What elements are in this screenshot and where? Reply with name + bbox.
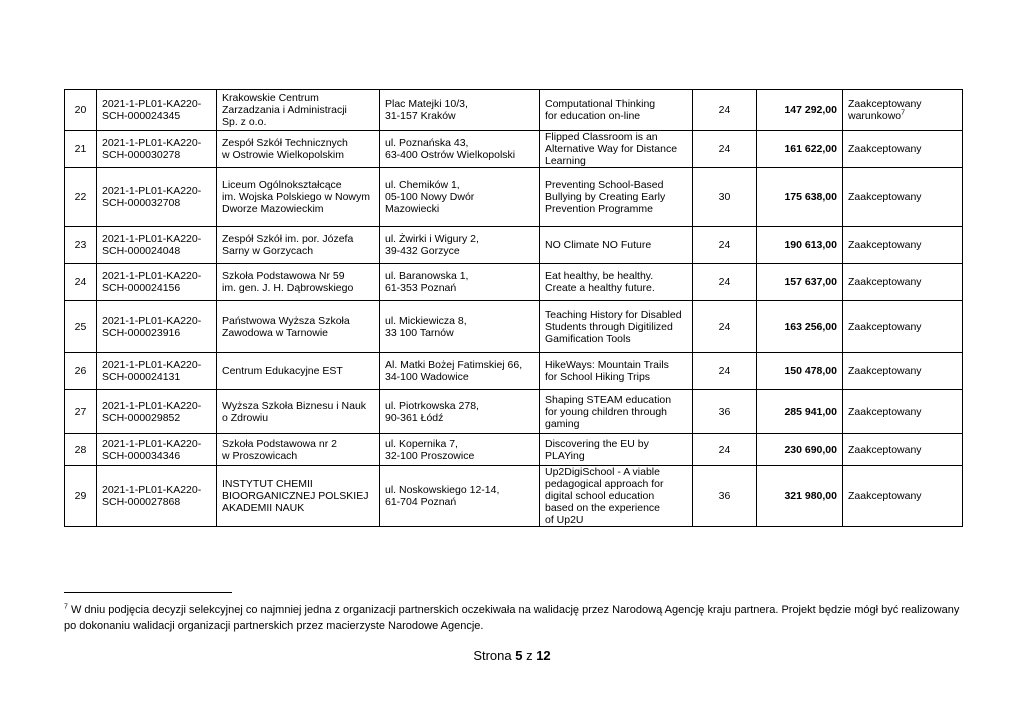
- cell-organization-text: Szkoła Podstawowa Nr 59 im. gen. J. H. Dąbrowskiego: [222, 270, 354, 294]
- cell-project-title-text: Shaping STEAM education for young children through gaming: [545, 393, 672, 430]
- cell-organization: [217, 353, 380, 390]
- cell-status: [843, 264, 963, 301]
- cell-duration: [693, 168, 757, 227]
- cell-number-text: 26: [74, 365, 87, 377]
- cell-project-title-text: NO Climate NO Future: [545, 239, 652, 251]
- cell-duration-text: 24: [718, 143, 731, 155]
- cell-amount-text: 190 613,00: [784, 239, 837, 251]
- cell-project-id-text: 2021-1-PL01-KA220- SCH-000023916: [102, 314, 202, 339]
- cell-project-title-text: Computational Thinking for education on-line: [545, 98, 656, 122]
- cell-status: [843, 90, 963, 131]
- cell-project-id: [97, 301, 217, 353]
- footnote-separator: [64, 592, 232, 593]
- cell-duration: [693, 301, 757, 353]
- cell-status: [843, 390, 963, 434]
- cell-duration: [693, 434, 757, 466]
- cell-address: [380, 168, 540, 227]
- cell-number: [65, 227, 97, 264]
- cell-duration: [693, 264, 757, 301]
- cell-amount-text: 157 637,00: [784, 276, 837, 288]
- cell-amount: [757, 168, 843, 227]
- cell-status-text: Zaakceptowany: [848, 443, 922, 456]
- cell-project-title: [540, 168, 693, 227]
- cell-duration: [693, 390, 757, 434]
- cell-project-id: [97, 390, 217, 434]
- cell-number-text: 21: [74, 143, 87, 155]
- cell-duration-text: 36: [718, 490, 731, 502]
- cell-project-title: [540, 227, 693, 264]
- cell-project-id-text: 2021-1-PL01-KA220- SCH-000029852: [102, 399, 202, 424]
- cell-organization: [217, 466, 380, 527]
- cell-amount: [757, 90, 843, 131]
- cell-status-text: Zaakceptowany warunkowo: [848, 98, 922, 122]
- cell-organization-text: Szkoła Podstawowa nr 2 w Proszowicach: [222, 437, 337, 462]
- cell-status: [843, 168, 963, 227]
- page-number: [0, 648, 1024, 663]
- projects-table: [64, 89, 963, 527]
- cell-address-text: Al. Matki Bożej Fatimskiej 66, 34-100 Wadowice: [385, 359, 523, 383]
- cell-number: [65, 264, 97, 301]
- cell-address-text: ul. Mickiewicza 8, 33 100 Tarnów: [385, 314, 467, 339]
- cell-number: [65, 131, 97, 168]
- cell-status-text: Zaakceptowany: [848, 239, 922, 251]
- cell-project-title: [540, 353, 693, 390]
- cell-number: [65, 301, 97, 353]
- cell-address: [380, 466, 540, 527]
- cell-duration: [693, 131, 757, 168]
- cell-amount: [757, 466, 843, 527]
- cell-organization-text: Zespół Szkół Technicznych w Ostrowie Wielkopolskim: [222, 137, 348, 161]
- cell-organization-text: Centrum Edukacyjne EST: [222, 365, 343, 377]
- cell-amount-text: 321 980,00: [784, 490, 837, 502]
- cell-amount: [757, 131, 843, 168]
- cell-project-title: [540, 90, 693, 131]
- cell-amount-text: 147 292,00: [784, 104, 837, 116]
- cell-amount-text: 285 941,00: [784, 405, 837, 418]
- cell-duration: [693, 227, 757, 264]
- cell-address-text: Plac Matejki 10/3, 31-157 Kraków: [385, 98, 468, 122]
- cell-number-text: 25: [74, 320, 87, 333]
- cell-organization: [217, 390, 380, 434]
- cell-address-text: ul. Żwirki i Wigury 2, 39-432 Gorzyce: [385, 233, 479, 257]
- cell-project-id-text: 2021-1-PL01-KA220- SCH-000024156: [102, 270, 202, 294]
- cell-amount-text: 175 638,00: [784, 191, 837, 203]
- cell-project-id-text: 2021-1-PL01-KA220- SCH-000024345: [102, 98, 202, 122]
- cell-duration-text: 24: [718, 365, 731, 377]
- cell-address-text: ul. Piotrkowska 278, 90-361 Łódź: [385, 399, 479, 424]
- cell-project-id: [97, 353, 217, 390]
- cell-project-title: [540, 390, 693, 434]
- cell-organization: [217, 301, 380, 353]
- cell-status-text: Zaakceptowany: [848, 276, 922, 288]
- cell-organization-text: Wyższa Szkoła Biznesu i Nauk o Zdrowiu: [222, 399, 367, 424]
- cell-number-text: 27: [74, 405, 87, 418]
- cell-project-id-text: 2021-1-PL01-KA220- SCH-000027868: [102, 484, 202, 508]
- table-row: [65, 466, 963, 527]
- cell-amount: [757, 434, 843, 466]
- cell-number: [65, 466, 97, 527]
- cell-duration: [693, 90, 757, 131]
- cell-number: [65, 353, 97, 390]
- cell-project-title-text: Up2DigiSchool - A viable pedagogical approach for digital school education based on the experience of Up2U: [545, 466, 664, 526]
- cell-address: [380, 353, 540, 390]
- cell-duration-text: 24: [718, 320, 731, 333]
- footnote: [64, 602, 964, 634]
- cell-amount: [757, 390, 843, 434]
- table-body: [65, 90, 963, 527]
- cell-project-title-text: Preventing School-Based Bullying by Creating Early Prevention Programme: [545, 179, 666, 215]
- cell-project-title-text: HikeWays: Mountain Trails for School Hiking Trips: [545, 359, 669, 383]
- page-number-separator: z: [522, 648, 537, 663]
- cell-project-title-text: Discovering the EU by PLAYing: [545, 437, 649, 462]
- cell-organization: [217, 434, 380, 466]
- cell-address: [380, 131, 540, 168]
- footnote-text: W dniu podjęcia decyzji selekcyjnej co najmniej jedna z organizacji partnerskich oczekiwała na walidację przez Narodową Agencję kraju partnera. Projekt będzie mógł być realizowany po dokonaniu walidacji organizacji partnerskich przez macierzyste Narodowe Agencje.: [64, 604, 960, 632]
- cell-status: [843, 353, 963, 390]
- cell-duration-text: 24: [718, 239, 731, 251]
- cell-organization-text: Krakowskie Centrum Zarzadzania i Administracji Sp. z o.o.: [222, 92, 347, 128]
- cell-project-id: [97, 227, 217, 264]
- cell-number-text: 23: [74, 239, 87, 251]
- cell-organization: [217, 264, 380, 301]
- cell-duration: [693, 353, 757, 390]
- cell-number: [65, 434, 97, 466]
- cell-organization: [217, 90, 380, 131]
- cell-duration-text: 24: [718, 276, 731, 288]
- cell-status-text: Zaakceptowany: [848, 365, 922, 377]
- cell-status: [843, 466, 963, 527]
- cell-status: [843, 301, 963, 353]
- table-row: [65, 168, 963, 227]
- cell-address-text: ul. Kopernika 7, 32-100 Proszowice: [385, 437, 475, 462]
- cell-duration: [693, 466, 757, 527]
- cell-project-title: [540, 131, 693, 168]
- cell-project-title: [540, 434, 693, 466]
- cell-project-title: [540, 301, 693, 353]
- table-row: [65, 264, 963, 301]
- cell-duration-text: 36: [718, 405, 731, 418]
- cell-duration-text: 24: [718, 443, 731, 456]
- cell-project-title: [540, 264, 693, 301]
- cell-duration-text: 24: [718, 104, 731, 116]
- cell-status-text: Zaakceptowany: [848, 405, 922, 418]
- cell-organization-text: INSTYTUT CHEMII BIOORGANICZNEJ POLSKIEJ AKADEMII NAUK: [222, 478, 369, 514]
- cell-project-title: [540, 466, 693, 527]
- cell-organization-text: Liceum Ogólnokształcące im. Wojska Polskiego w Nowym Dworze Mazowieckim: [222, 179, 371, 215]
- cell-project-id-text: 2021-1-PL01-KA220- SCH-000030278: [102, 137, 202, 161]
- footnote-marker: 7: [64, 603, 68, 611]
- table-row: [65, 90, 963, 131]
- cell-number-text: 20: [74, 104, 87, 116]
- cell-number: [65, 168, 97, 227]
- cell-status-text: Zaakceptowany: [848, 191, 922, 203]
- cell-project-title-text: Teaching History for Disabled Students through Digitilized Gamification Tools: [545, 308, 682, 345]
- cell-status-text: Zaakceptowany: [848, 320, 922, 333]
- cell-project-title-text: Eat healthy, be healthy. Create a healthy future.: [545, 270, 655, 294]
- cell-organization: [217, 131, 380, 168]
- cell-address-text: ul. Noskowskiego 12-14, 61-704 Poznań: [385, 484, 500, 508]
- cell-project-id: [97, 434, 217, 466]
- page-number-current: 5: [515, 648, 523, 663]
- cell-amount-text: 163 256,00: [784, 320, 837, 333]
- cell-organization: [217, 227, 380, 264]
- cell-amount-text: 161 622,00: [784, 143, 837, 155]
- cell-number: [65, 390, 97, 434]
- cell-organization-text: Zespół Szkół im. por. Józefa Sarny w Gorzycach: [222, 233, 354, 257]
- cell-address: [380, 390, 540, 434]
- table-row: [65, 301, 963, 353]
- cell-project-id-text: 2021-1-PL01-KA220- SCH-000024131: [102, 359, 202, 383]
- table-row: [65, 353, 963, 390]
- cell-duration-text: 30: [718, 191, 731, 203]
- cell-amount: [757, 227, 843, 264]
- table-row: [65, 390, 963, 434]
- table-row: [65, 434, 963, 466]
- cell-number-text: 22: [74, 191, 87, 203]
- cell-number-text: 29: [74, 490, 87, 502]
- cell-project-id-text: 2021-1-PL01-KA220- SCH-000034346: [102, 437, 202, 462]
- cell-number-text: 24: [74, 276, 87, 288]
- cell-address: [380, 90, 540, 131]
- cell-project-id: [97, 168, 217, 227]
- cell-number: [65, 90, 97, 131]
- cell-project-id: [97, 466, 217, 527]
- cell-address-text: ul. Poznańska 43, 63-400 Ostrów Wielkopolski: [385, 137, 516, 161]
- cell-status-text: Zaakceptowany: [848, 143, 922, 155]
- page-number-total: 12: [536, 648, 551, 663]
- cell-address-text: ul. Baranowska 1, 61-353 Poznań: [385, 270, 469, 294]
- cell-amount-text: 230 690,00: [784, 443, 837, 456]
- cell-status: [843, 434, 963, 466]
- cell-organization: [217, 168, 380, 227]
- cell-project-id: [97, 90, 217, 131]
- cell-address: [380, 434, 540, 466]
- cell-address: [380, 301, 540, 353]
- cell-project-id: [97, 131, 217, 168]
- cell-status-text: Zaakceptowany: [848, 490, 922, 502]
- page-number-prefix: Strona: [473, 648, 516, 663]
- cell-amount: [757, 264, 843, 301]
- footnote-reference: 7: [901, 109, 906, 117]
- cell-project-id-text: 2021-1-PL01-KA220- SCH-000024048: [102, 233, 202, 257]
- cell-amount-text: 150 478,00: [784, 365, 837, 377]
- cell-project-title-text: Flipped Classroom is an Alternative Way for Distance Learning: [545, 131, 678, 167]
- cell-address: [380, 264, 540, 301]
- cell-amount: [757, 353, 843, 390]
- cell-project-id: [97, 264, 217, 301]
- cell-status: [843, 131, 963, 168]
- cell-address: [380, 227, 540, 264]
- table-row: [65, 131, 963, 168]
- cell-address-text: ul. Chemików 1, 05-100 Nowy Dwór Mazowiecki: [385, 179, 475, 215]
- cell-project-id-text: 2021-1-PL01-KA220- SCH-000032708: [102, 185, 202, 209]
- cell-number-text: 28: [74, 443, 87, 456]
- cell-status: [843, 227, 963, 264]
- cell-amount: [757, 301, 843, 353]
- table-row: [65, 227, 963, 264]
- cell-organization-text: Państwowa Wyższa Szkoła Zawodowa w Tarnowie: [222, 314, 350, 339]
